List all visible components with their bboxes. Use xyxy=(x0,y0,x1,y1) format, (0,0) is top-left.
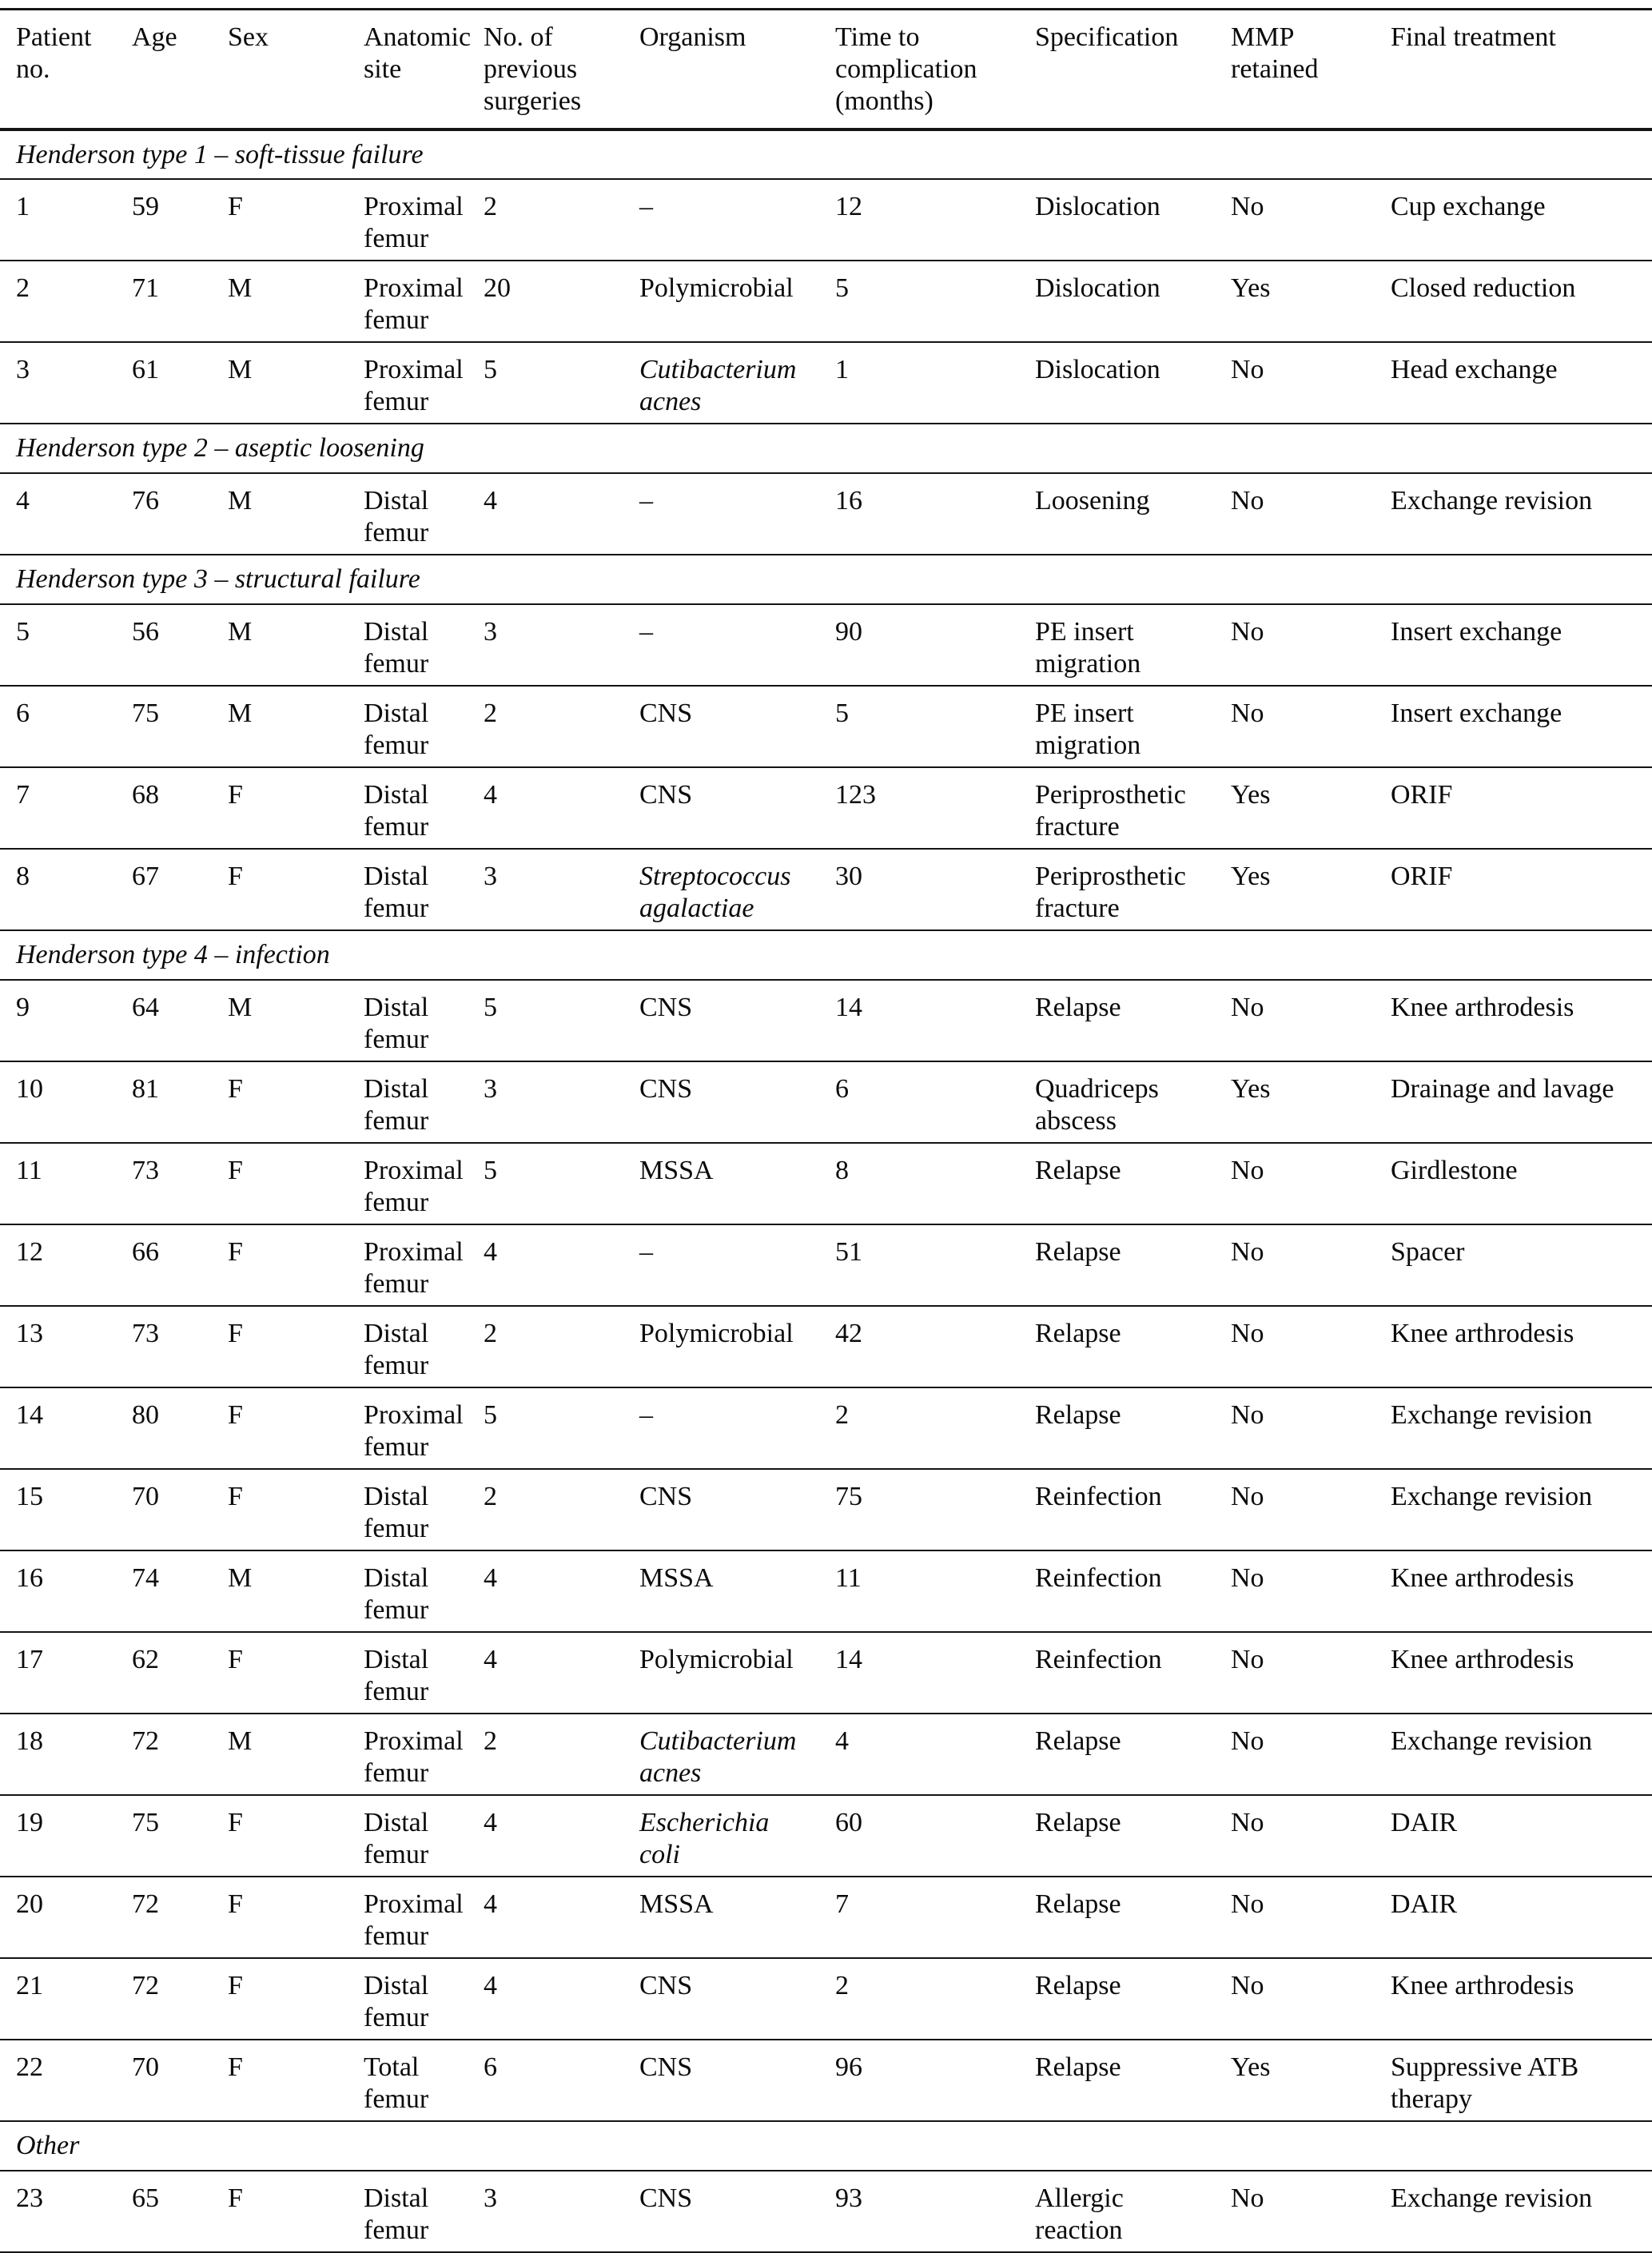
cell-specification: Relapse xyxy=(1019,2040,1215,2121)
cell-anatomic-site: Proximal femur xyxy=(348,261,468,342)
cell-sex: F xyxy=(212,1469,348,1550)
cell-age: 61 xyxy=(116,342,212,424)
cell-specification: Allergic reaction xyxy=(1019,2171,1215,2252)
section-title: Henderson type 2 – aseptic loosening xyxy=(0,424,1652,473)
cell-age: 66 xyxy=(116,1224,212,1306)
cell-mmp-retained: No xyxy=(1215,1143,1375,1224)
cell-final-treatment: Suppressive ATB therapy xyxy=(1375,2040,1652,2121)
cell-age: 65 xyxy=(116,2171,212,2252)
cell-patient-no: 21 xyxy=(0,1958,116,2040)
cell-age: 75 xyxy=(116,686,212,767)
cell-previous-surgeries: 5 xyxy=(468,1387,623,1469)
cell-final-treatment: Knee arthrodesis xyxy=(1375,1306,1652,1387)
cell-organism: – xyxy=(623,604,819,686)
cell-mmp-retained: Yes xyxy=(1215,2040,1375,2121)
cell-previous-surgeries: 2 xyxy=(468,1469,623,1550)
cell-final-treatment: DAIR xyxy=(1375,1795,1652,1877)
cell-anatomic-site: Distal femur xyxy=(348,980,468,1061)
cell-final-treatment: ORIF xyxy=(1375,849,1652,930)
cell-organism: – xyxy=(623,473,819,555)
cell-specification: Relapse xyxy=(1019,1306,1215,1387)
cell-sex: M xyxy=(212,686,348,767)
table-row xyxy=(0,1061,1652,1143)
col-header-time-to-complication: Time to complication (months) xyxy=(819,10,1019,129)
cell-time-to-complication: 8 xyxy=(819,1143,1019,1224)
cell-time-to-complication: 96 xyxy=(819,2040,1019,2121)
cell-age: 70 xyxy=(116,1469,212,1550)
cell-previous-surgeries: 2 xyxy=(468,179,623,261)
cell-time-to-complication: 5 xyxy=(819,261,1019,342)
cell-previous-surgeries: 4 xyxy=(468,1795,623,1877)
cell-sex: F xyxy=(212,1795,348,1877)
col-header-patient-no: Patient no. xyxy=(0,10,116,129)
cell-anatomic-site: Distal femur xyxy=(348,1795,468,1877)
table-row xyxy=(0,1795,1652,1877)
cell-final-treatment: Exchange revision xyxy=(1375,1387,1652,1469)
cell-mmp-retained: No xyxy=(1215,604,1375,686)
cell-age: 72 xyxy=(116,1958,212,2040)
section-title: Henderson type 4 – infection xyxy=(0,930,1652,980)
cell-anatomic-site: Proximal femur xyxy=(348,1143,468,1224)
cell-patient-no: 6 xyxy=(0,686,116,767)
table-row xyxy=(0,980,1652,1061)
cell-patient-no: 16 xyxy=(0,1550,116,1632)
cell-specification: PE insert migration xyxy=(1019,604,1215,686)
cell-time-to-complication: 16 xyxy=(819,473,1019,555)
cell-mmp-retained: No xyxy=(1215,342,1375,424)
cell-final-treatment: Drainage and lavage xyxy=(1375,1061,1652,1143)
cell-organism: CNS xyxy=(623,1469,819,1550)
paper-table-figure xyxy=(0,8,1652,2253)
cell-mmp-retained: Yes xyxy=(1215,849,1375,930)
section-title: Henderson type 3 – structural failure xyxy=(0,555,1652,604)
cell-previous-surgeries: 20 xyxy=(468,261,623,342)
cell-previous-surgeries: 3 xyxy=(468,604,623,686)
cell-anatomic-site: Distal femur xyxy=(348,1632,468,1714)
cell-mmp-retained: No xyxy=(1215,179,1375,261)
cell-time-to-complication: 1 xyxy=(819,342,1019,424)
cell-sex: M xyxy=(212,1550,348,1632)
cell-mmp-retained: Yes xyxy=(1215,261,1375,342)
table-body xyxy=(0,129,1652,2252)
cell-sex: F xyxy=(212,2040,348,2121)
table-row xyxy=(0,1632,1652,1714)
cell-time-to-complication: 4 xyxy=(819,1714,1019,1795)
cell-mmp-retained: No xyxy=(1215,1632,1375,1714)
cell-patient-no: 7 xyxy=(0,767,116,849)
cell-previous-surgeries: 3 xyxy=(468,1061,623,1143)
table-header xyxy=(0,10,1652,129)
cell-sex: F xyxy=(212,767,348,849)
cell-organism: – xyxy=(623,1224,819,1306)
cell-organism: MSSA xyxy=(623,1877,819,1958)
cell-anatomic-site: Distal femur xyxy=(348,849,468,930)
table-row xyxy=(0,1224,1652,1306)
cell-mmp-retained: No xyxy=(1215,1306,1375,1387)
cell-anatomic-site: Distal femur xyxy=(348,1958,468,2040)
cell-mmp-retained: No xyxy=(1215,1958,1375,2040)
cell-anatomic-site: Proximal femur xyxy=(348,179,468,261)
cell-sex: F xyxy=(212,2171,348,2252)
table-row xyxy=(0,1387,1652,1469)
cell-previous-surgeries: 2 xyxy=(468,686,623,767)
section-title: Henderson type 1 – soft-tissue failure xyxy=(0,129,1652,179)
cell-sex: F xyxy=(212,849,348,930)
cell-final-treatment: Knee arthrodesis xyxy=(1375,980,1652,1061)
cell-organism: CNS xyxy=(623,686,819,767)
cell-previous-surgeries: 2 xyxy=(468,1306,623,1387)
cell-previous-surgeries: 4 xyxy=(468,1550,623,1632)
table-row xyxy=(0,604,1652,686)
cell-age: 73 xyxy=(116,1306,212,1387)
cell-sex: M xyxy=(212,1714,348,1795)
col-header-specification: Specification xyxy=(1019,10,1215,129)
table-row xyxy=(0,1143,1652,1224)
cell-mmp-retained: No xyxy=(1215,980,1375,1061)
cell-specification: Relapse xyxy=(1019,1958,1215,2040)
cell-organism: Polymicrobial xyxy=(623,1306,819,1387)
cell-age: 68 xyxy=(116,767,212,849)
cell-patient-no: 11 xyxy=(0,1143,116,1224)
cell-previous-surgeries: 5 xyxy=(468,1143,623,1224)
cell-age: 67 xyxy=(116,849,212,930)
cell-patient-no: 5 xyxy=(0,604,116,686)
cell-sex: F xyxy=(212,1224,348,1306)
cell-patient-no: 13 xyxy=(0,1306,116,1387)
cell-anatomic-site: Proximal femur xyxy=(348,1877,468,1958)
table-row xyxy=(0,2040,1652,2121)
cell-final-treatment: Insert exchange xyxy=(1375,686,1652,767)
cell-time-to-complication: 60 xyxy=(819,1795,1019,1877)
cell-time-to-complication: 14 xyxy=(819,980,1019,1061)
cell-age: 72 xyxy=(116,1714,212,1795)
cell-patient-no: 4 xyxy=(0,473,116,555)
section-header-row xyxy=(0,930,1652,980)
cell-anatomic-site: Proximal femur xyxy=(348,342,468,424)
cell-anatomic-site: Proximal femur xyxy=(348,1714,468,1795)
cell-patient-no: 8 xyxy=(0,849,116,930)
cell-final-treatment: Insert exchange xyxy=(1375,604,1652,686)
cell-age: 81 xyxy=(116,1061,212,1143)
cell-age: 72 xyxy=(116,1877,212,1958)
table-row xyxy=(0,342,1652,424)
cell-sex: F xyxy=(212,1306,348,1387)
cell-final-treatment: ORIF xyxy=(1375,767,1652,849)
section-title: Other xyxy=(0,2121,1652,2171)
cell-final-treatment: DAIR xyxy=(1375,1877,1652,1958)
col-header-final-treatment: Final treatment xyxy=(1375,10,1652,129)
table-row xyxy=(0,1877,1652,1958)
cell-mmp-retained: No xyxy=(1215,473,1375,555)
cell-specification: Quadriceps abscess xyxy=(1019,1061,1215,1143)
cell-anatomic-site: Distal femur xyxy=(348,686,468,767)
section-header-row xyxy=(0,129,1652,179)
cell-age: 62 xyxy=(116,1632,212,1714)
cell-age: 76 xyxy=(116,473,212,555)
cell-final-treatment: Spacer xyxy=(1375,1224,1652,1306)
table-row xyxy=(0,473,1652,555)
cell-mmp-retained: No xyxy=(1215,1877,1375,1958)
cell-mmp-retained: No xyxy=(1215,1224,1375,1306)
cell-patient-no: 17 xyxy=(0,1632,116,1714)
cell-sex: M xyxy=(212,604,348,686)
cell-previous-surgeries: 4 xyxy=(468,1632,623,1714)
cell-specification: Dislocation xyxy=(1019,261,1215,342)
col-header-anatomic-site: Anatomic site xyxy=(348,10,468,129)
cell-sex: M xyxy=(212,342,348,424)
table-row xyxy=(0,1306,1652,1387)
cell-sex: F xyxy=(212,1061,348,1143)
cell-age: 74 xyxy=(116,1550,212,1632)
cell-mmp-retained: Yes xyxy=(1215,767,1375,849)
cell-sex: F xyxy=(212,179,348,261)
cell-time-to-complication: 42 xyxy=(819,1306,1019,1387)
cell-patient-no: 10 xyxy=(0,1061,116,1143)
cell-organism: – xyxy=(623,179,819,261)
cell-patient-no: 12 xyxy=(0,1224,116,1306)
cell-time-to-complication: 2 xyxy=(819,1958,1019,2040)
cell-time-to-complication: 7 xyxy=(819,1877,1019,1958)
cell-anatomic-site: Proximal femur xyxy=(348,1387,468,1469)
cell-time-to-complication: 11 xyxy=(819,1550,1019,1632)
section-header-row xyxy=(0,555,1652,604)
cell-organism: Cutibacterium acnes xyxy=(623,1714,819,1795)
cell-specification: Relapse xyxy=(1019,980,1215,1061)
cell-mmp-retained: No xyxy=(1215,2171,1375,2252)
cell-organism: CNS xyxy=(623,767,819,849)
cell-patient-no: 15 xyxy=(0,1469,116,1550)
cell-age: 73 xyxy=(116,1143,212,1224)
cell-previous-surgeries: 4 xyxy=(468,767,623,849)
table-row xyxy=(0,261,1652,342)
cell-final-treatment: Knee arthrodesis xyxy=(1375,1958,1652,2040)
cell-age: 56 xyxy=(116,604,212,686)
cell-previous-surgeries: 4 xyxy=(468,1877,623,1958)
cell-organism: Streptococcus agalactiae xyxy=(623,849,819,930)
cell-sex: M xyxy=(212,980,348,1061)
cell-final-treatment: Cup exchange xyxy=(1375,179,1652,261)
cell-organism: CNS xyxy=(623,2040,819,2121)
cell-age: 80 xyxy=(116,1387,212,1469)
cell-time-to-complication: 2 xyxy=(819,1387,1019,1469)
table-row xyxy=(0,686,1652,767)
cell-time-to-complication: 90 xyxy=(819,604,1019,686)
col-header-mmp-retained: MMP retained xyxy=(1215,10,1375,129)
cell-final-treatment: Girdlestone xyxy=(1375,1143,1652,1224)
cell-organism: Polymicrobial xyxy=(623,261,819,342)
cell-specification: Relapse xyxy=(1019,1877,1215,1958)
table-row xyxy=(0,1469,1652,1550)
cell-final-treatment: Exchange revision xyxy=(1375,1469,1652,1550)
cell-patient-no: 20 xyxy=(0,1877,116,1958)
cell-mmp-retained: No xyxy=(1215,1469,1375,1550)
cell-patient-no: 1 xyxy=(0,179,116,261)
table-row xyxy=(0,2171,1652,2252)
col-header-previous-surgeries: No. of previous surgeries xyxy=(468,10,623,129)
cell-organism: MSSA xyxy=(623,1550,819,1632)
cell-patient-no: 3 xyxy=(0,342,116,424)
cell-sex: M xyxy=(212,261,348,342)
cell-sex: F xyxy=(212,1143,348,1224)
cell-patient-no: 9 xyxy=(0,980,116,1061)
cell-anatomic-site: Distal femur xyxy=(348,767,468,849)
cell-time-to-complication: 123 xyxy=(819,767,1019,849)
cell-previous-surgeries: 4 xyxy=(468,473,623,555)
cell-specification: PE insert migration xyxy=(1019,686,1215,767)
cell-specification: Relapse xyxy=(1019,1795,1215,1877)
cell-organism: CNS xyxy=(623,1958,819,2040)
cell-final-treatment: Closed reduction xyxy=(1375,261,1652,342)
cell-previous-surgeries: 6 xyxy=(468,2040,623,2121)
cell-sex: F xyxy=(212,1632,348,1714)
cell-specification: Reinfection xyxy=(1019,1632,1215,1714)
cell-patient-no: 18 xyxy=(0,1714,116,1795)
cell-anatomic-site: Proximal femur xyxy=(348,1224,468,1306)
cell-anatomic-site: Distal femur xyxy=(348,1469,468,1550)
cell-specification: Periprosthetic fracture xyxy=(1019,849,1215,930)
cell-previous-surgeries: 3 xyxy=(468,2171,623,2252)
cell-previous-surgeries: 5 xyxy=(468,980,623,1061)
cell-mmp-retained: No xyxy=(1215,686,1375,767)
cell-specification: Relapse xyxy=(1019,1143,1215,1224)
cell-time-to-complication: 75 xyxy=(819,1469,1019,1550)
cell-organism: CNS xyxy=(623,1061,819,1143)
cell-age: 75 xyxy=(116,1795,212,1877)
cell-previous-surgeries: 4 xyxy=(468,1958,623,2040)
cell-previous-surgeries: 2 xyxy=(468,1714,623,1795)
table-row xyxy=(0,179,1652,261)
cell-mmp-retained: No xyxy=(1215,1550,1375,1632)
cell-specification: Reinfection xyxy=(1019,1469,1215,1550)
cell-mmp-retained: Yes xyxy=(1215,1061,1375,1143)
cell-previous-surgeries: 3 xyxy=(468,849,623,930)
cell-specification: Relapse xyxy=(1019,1714,1215,1795)
col-header-age: Age xyxy=(116,10,212,129)
section-header-row xyxy=(0,2121,1652,2171)
section-header-row xyxy=(0,424,1652,473)
cell-organism: Polymicrobial xyxy=(623,1632,819,1714)
cell-specification: Loosening xyxy=(1019,473,1215,555)
cell-specification: Relapse xyxy=(1019,1224,1215,1306)
cell-age: 70 xyxy=(116,2040,212,2121)
cell-anatomic-site: Distal femur xyxy=(348,473,468,555)
cell-patient-no: 19 xyxy=(0,1795,116,1877)
cell-age: 59 xyxy=(116,179,212,261)
cell-anatomic-site: Distal femur xyxy=(348,1306,468,1387)
cell-time-to-complication: 6 xyxy=(819,1061,1019,1143)
cell-specification: Dislocation xyxy=(1019,179,1215,261)
cell-specification: Reinfection xyxy=(1019,1550,1215,1632)
cell-sex: F xyxy=(212,1387,348,1469)
cell-time-to-complication: 30 xyxy=(819,849,1019,930)
cell-anatomic-site: Distal femur xyxy=(348,1061,468,1143)
cell-specification: Periprosthetic fracture xyxy=(1019,767,1215,849)
cell-time-to-complication: 14 xyxy=(819,1632,1019,1714)
cell-mmp-retained: No xyxy=(1215,1387,1375,1469)
cell-final-treatment: Exchange revision xyxy=(1375,2171,1652,2252)
cell-patient-no: 23 xyxy=(0,2171,116,2252)
cell-organism: Escherichia coli xyxy=(623,1795,819,1877)
cell-organism: – xyxy=(623,1387,819,1469)
table-row xyxy=(0,1714,1652,1795)
table-row xyxy=(0,1550,1652,1632)
cell-anatomic-site: Total femur xyxy=(348,2040,468,2121)
cell-organism: Cutibacterium acnes xyxy=(623,342,819,424)
table-row xyxy=(0,1958,1652,2040)
cell-final-treatment: Exchange revision xyxy=(1375,473,1652,555)
cell-sex: M xyxy=(212,473,348,555)
cell-final-treatment: Exchange revision xyxy=(1375,1714,1652,1795)
cell-anatomic-site: Distal femur xyxy=(348,1550,468,1632)
table-row xyxy=(0,849,1652,930)
cell-final-treatment: Knee arthrodesis xyxy=(1375,1632,1652,1714)
cell-organism: CNS xyxy=(623,980,819,1061)
cell-anatomic-site: Distal femur xyxy=(348,604,468,686)
cell-age: 71 xyxy=(116,261,212,342)
cell-mmp-retained: No xyxy=(1215,1795,1375,1877)
cell-final-treatment: Knee arthrodesis xyxy=(1375,1550,1652,1632)
cell-time-to-complication: 12 xyxy=(819,179,1019,261)
cell-final-treatment: Head exchange xyxy=(1375,342,1652,424)
cell-time-to-complication: 5 xyxy=(819,686,1019,767)
cell-time-to-complication: 51 xyxy=(819,1224,1019,1306)
cell-organism: CNS xyxy=(623,2171,819,2252)
cell-organism: MSSA xyxy=(623,1143,819,1224)
cell-patient-no: 14 xyxy=(0,1387,116,1469)
cell-mmp-retained: No xyxy=(1215,1714,1375,1795)
cell-patient-no: 22 xyxy=(0,2040,116,2121)
patient-characteristics-table xyxy=(0,8,1652,2253)
cell-previous-surgeries: 5 xyxy=(468,342,623,424)
cell-patient-no: 2 xyxy=(0,261,116,342)
col-header-organism: Organism xyxy=(623,10,819,129)
table-row xyxy=(0,767,1652,849)
cell-sex: F xyxy=(212,1877,348,1958)
cell-time-to-complication: 93 xyxy=(819,2171,1019,2252)
cell-anatomic-site: Distal femur xyxy=(348,2171,468,2252)
cell-age: 64 xyxy=(116,980,212,1061)
cell-sex: F xyxy=(212,1958,348,2040)
cell-specification: Dislocation xyxy=(1019,342,1215,424)
header-row xyxy=(0,10,1652,129)
cell-specification: Relapse xyxy=(1019,1387,1215,1469)
col-header-sex: Sex xyxy=(212,10,348,129)
cell-previous-surgeries: 4 xyxy=(468,1224,623,1306)
